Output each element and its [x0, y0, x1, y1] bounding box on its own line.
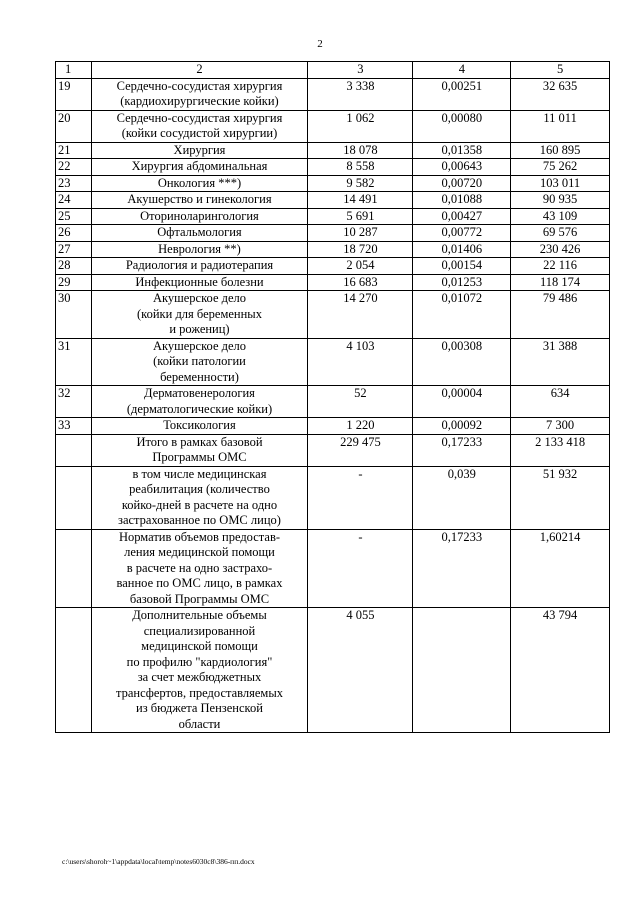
- row-name-cell: [91, 110, 308, 142]
- row-value-col3: -: [308, 529, 413, 608]
- row-name-line: Норматив объемов предостав-: [118, 529, 281, 544]
- row-name-line: (койки патологии: [153, 354, 246, 368]
- row-name-cell: [91, 78, 308, 110]
- row-name-line: Сердечно-сосудистая хирургия: [116, 110, 283, 125]
- row-name-line: застрахованное по ОМС лицо): [118, 513, 281, 527]
- row-value-col5: 75 262: [511, 159, 610, 176]
- row-value-col5: 160 895: [511, 142, 610, 159]
- row-number-cell: 27: [56, 241, 92, 258]
- table-row: [56, 434, 610, 466]
- file-path-footer: c:\users\shoroh~1\appdata\local\temp\notes6030c8\386-пп.docx: [62, 857, 255, 866]
- row-value-col3: 5 691: [308, 208, 413, 225]
- row-name-line: по профилю "кардиология": [126, 654, 273, 669]
- header-cell: 3: [308, 62, 413, 79]
- table-row: [56, 241, 610, 258]
- row-value-col3: 3 338: [308, 78, 413, 110]
- row-value-col5: 11 011: [511, 110, 610, 142]
- row-name-line: Инфекционные болезни: [135, 274, 264, 289]
- table-header-row: [56, 62, 610, 79]
- row-value-col5: 103 011: [511, 175, 610, 192]
- row-name-line: Хирургия: [173, 142, 226, 157]
- row-number-cell: 25: [56, 208, 92, 225]
- table-row: [56, 78, 610, 110]
- row-value-col4: 0,00308: [413, 338, 511, 386]
- row-number-cell: 29: [56, 274, 92, 291]
- row-name-line: медицинской помощи: [141, 639, 258, 653]
- row-value-col4: 0,00427: [413, 208, 511, 225]
- row-value-col5: 31 388: [511, 338, 610, 386]
- row-name-line: Дополнительные объемы: [132, 608, 267, 622]
- header-cell: 2: [91, 62, 308, 79]
- row-name-line: из бюджета Пензенской: [136, 701, 263, 715]
- row-name-cell: [91, 291, 308, 339]
- row-value-col3: 10 287: [308, 225, 413, 242]
- table-row: [56, 386, 610, 418]
- row-value-col3: 1 220: [308, 418, 413, 435]
- row-name-line: Радиология и радиотерапия: [125, 258, 274, 272]
- row-value-col4: 0,01358: [413, 142, 511, 159]
- row-number-cell: 23: [56, 175, 92, 192]
- row-value-col4: [413, 608, 511, 733]
- row-value-col3: 1 062: [308, 110, 413, 142]
- row-name-cell: [91, 192, 308, 209]
- row-value-col3: 16 683: [308, 274, 413, 291]
- row-value-col3: 4 103: [308, 338, 413, 386]
- row-name-cell: [91, 529, 308, 608]
- row-value-col3: 52: [308, 386, 413, 418]
- row-name-line: реабилитация (количество: [129, 482, 270, 496]
- row-value-col5: 43 794: [511, 608, 610, 733]
- row-number-cell: 31: [56, 338, 92, 386]
- row-value-col4: 0,17233: [413, 434, 511, 466]
- row-number-cell: 26: [56, 225, 92, 242]
- row-number-cell: 22: [56, 159, 92, 176]
- row-name-line: специализированной: [143, 623, 256, 638]
- row-value-col3: 18 720: [308, 241, 413, 258]
- header-cell: 1: [56, 62, 92, 79]
- row-name-cell: [91, 608, 308, 733]
- row-number-cell: 28: [56, 258, 92, 275]
- row-name-line: Неврология **): [158, 241, 241, 256]
- row-name-line: за счет межбюджетных: [137, 670, 262, 684]
- row-name-cell: [91, 241, 308, 258]
- row-name-line: (дерматологические койки): [126, 401, 273, 416]
- row-name-line: Дерматовенерология: [144, 386, 255, 400]
- row-value-col4: 0,17233: [413, 529, 511, 608]
- table-row: [56, 142, 610, 159]
- row-value-col4: 0,00080: [413, 110, 511, 142]
- row-value-col5: 2 133 418: [511, 434, 610, 466]
- row-name-cell: [91, 208, 308, 225]
- row-value-col5: 1,60214: [511, 529, 610, 608]
- row-name-cell: [91, 386, 308, 418]
- row-name-line: ления медицинской помощи: [124, 545, 275, 559]
- row-value-col5: 51 932: [511, 466, 610, 529]
- row-name-line: Акушерское дело: [152, 291, 247, 305]
- row-value-col3: 14 491: [308, 192, 413, 209]
- row-name-line: беременности): [160, 369, 239, 384]
- row-name-line: Итого в рамках базовой: [136, 434, 263, 449]
- page-number: 2: [317, 38, 323, 50]
- row-value-col5: 230 426: [511, 241, 610, 258]
- row-name-line: трансфертов, предоставляемых: [115, 685, 283, 700]
- row-value-col5: 90 935: [511, 192, 610, 209]
- row-name-line: Сердечно-сосудистая хирургия: [116, 78, 283, 93]
- row-name-cell: [91, 142, 308, 159]
- row-value-col4: 0,00092: [413, 418, 511, 435]
- row-value-col5: 32 635: [511, 78, 610, 110]
- row-name-line: Токсикология: [163, 418, 236, 432]
- row-name-line: и рожениц): [169, 322, 230, 336]
- data-table: [55, 61, 610, 733]
- row-name-line: Оториноларингология: [140, 208, 259, 223]
- row-value-col4: 0,01088: [413, 192, 511, 209]
- row-name-line: ванное по ОМС лицо, в рамках: [116, 576, 283, 590]
- table-row: [56, 466, 610, 529]
- row-number-cell: 21: [56, 142, 92, 159]
- row-name-cell: [91, 418, 308, 435]
- row-value-col3: 4 055: [308, 608, 413, 733]
- row-value-col5: 634: [511, 386, 610, 418]
- table-row: [56, 175, 610, 192]
- row-value-col3: 9 582: [308, 175, 413, 192]
- header-cell: 4: [413, 62, 511, 79]
- row-value-col4: 0,00643: [413, 159, 511, 176]
- table-row: [56, 192, 610, 209]
- row-value-col3: 8 558: [308, 159, 413, 176]
- row-number-cell: [56, 529, 92, 608]
- table-row: [56, 529, 610, 608]
- row-name-cell: [91, 434, 308, 466]
- table-row: [56, 159, 610, 176]
- row-value-col4: 0,00251: [413, 78, 511, 110]
- table-row: [56, 110, 610, 142]
- row-value-col5: 7 300: [511, 418, 610, 435]
- row-name-line: базовой Программы ОМС: [129, 591, 270, 606]
- row-name-line: области: [178, 716, 221, 731]
- row-number-cell: 24: [56, 192, 92, 209]
- row-number-cell: [56, 434, 92, 466]
- row-name-line: Акушерство и гинекология: [127, 192, 272, 206]
- row-number-cell: 30: [56, 291, 92, 339]
- row-value-col3: 229 475: [308, 434, 413, 466]
- row-name-line: Онкология ***): [157, 175, 242, 190]
- table-row: [56, 418, 610, 435]
- table-row: [56, 608, 610, 733]
- row-name-line: (койки для беременных: [137, 306, 262, 321]
- row-value-col4: 0,00772: [413, 225, 511, 242]
- row-value-col3: 18 078: [308, 142, 413, 159]
- table-row: [56, 225, 610, 242]
- row-value-col5: 118 174: [511, 274, 610, 291]
- row-value-col5: 22 116: [511, 258, 610, 275]
- row-name-line: (кардиохирургические койки): [120, 94, 279, 108]
- row-value-col4: 0,00004: [413, 386, 511, 418]
- row-name-line: Хирургия абдоминальная: [131, 159, 268, 173]
- row-value-col4: 0,00720: [413, 175, 511, 192]
- row-number-cell: [56, 608, 92, 733]
- row-name-cell: [91, 225, 308, 242]
- row-name-cell: [91, 338, 308, 386]
- row-value-col4: 0,00154: [413, 258, 511, 275]
- table-row: [56, 258, 610, 275]
- row-value-col3: -: [308, 466, 413, 529]
- row-name-cell: [91, 466, 308, 529]
- row-name-line: в расчете на одно застрахо-: [126, 560, 273, 575]
- row-name-line: койко-дней в расчете на одно: [121, 497, 278, 512]
- row-number-cell: [56, 466, 92, 529]
- row-value-col4: 0,039: [413, 466, 511, 529]
- table-row: [56, 291, 610, 339]
- row-number-cell: 19: [56, 78, 92, 110]
- row-value-col5: 43 109: [511, 208, 610, 225]
- row-name-cell: [91, 175, 308, 192]
- table-row: [56, 338, 610, 386]
- header-cell: 5: [511, 62, 610, 79]
- row-value-col4: 0,01253: [413, 274, 511, 291]
- table-row: [56, 274, 610, 291]
- row-number-cell: 20: [56, 110, 92, 142]
- row-name-line: Программы ОМС: [152, 450, 247, 464]
- row-value-col5: 69 576: [511, 225, 610, 242]
- row-name-line: Офтальмология: [157, 225, 242, 239]
- row-number-cell: 33: [56, 418, 92, 435]
- row-name-line: (койки сосудистой хирургии): [121, 126, 278, 140]
- row-name-cell: [91, 274, 308, 291]
- row-number-cell: 32: [56, 386, 92, 418]
- row-value-col5: 79 486: [511, 291, 610, 339]
- row-name-line: Акушерское дело: [152, 338, 247, 353]
- table-row: [56, 208, 610, 225]
- row-name-line: в том числе медицинская: [132, 466, 267, 481]
- row-value-col3: 2 054: [308, 258, 413, 275]
- row-value-col4: 0,01406: [413, 241, 511, 258]
- row-value-col3: 14 270: [308, 291, 413, 339]
- row-name-cell: [91, 159, 308, 176]
- row-name-cell: [91, 258, 308, 275]
- row-value-col4: 0,01072: [413, 291, 511, 339]
